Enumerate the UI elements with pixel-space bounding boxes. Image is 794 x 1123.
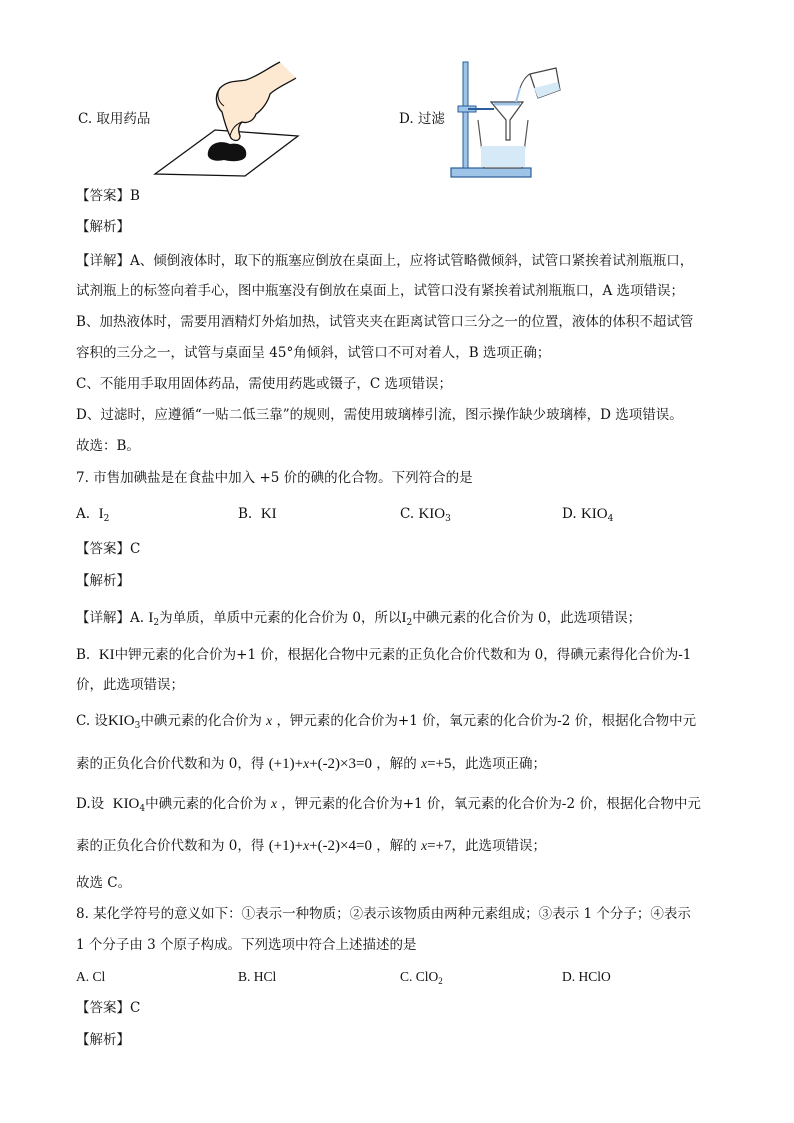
option-d-label: D. 过滤 bbox=[399, 111, 445, 127]
q6-answer: 【答案】B bbox=[76, 188, 140, 204]
q7-analysis-heading: 【解析】 bbox=[76, 573, 130, 589]
q6-detail-line: 容积的三分之一，试管与桌面呈 45°角倾斜，试管口不可对着人，B 选项正确； bbox=[76, 345, 551, 361]
q7-option-a: A. $I_2$ bbox=[76, 506, 110, 524]
q6-detail-line: C、不能用手取用固体药品，需使用药匙或镊子，C 选项错误； bbox=[76, 376, 452, 392]
q7-detail-d-line1: D.设 $KIO_4$中碘元素的化合价为 x ，钾元素的化合价为+1 价，氧元素的化合价为-2 价，根据化合物中元 bbox=[76, 796, 701, 814]
q7-stem: 7. 市售加碘盐是在食盐中加入 +5 价的碘的化合物。下列符合的是 bbox=[76, 470, 473, 486]
q7-conclusion: 故选 C。 bbox=[76, 875, 132, 891]
q6-detail-line: 试剂瓶上的标签向着手心，图中瓶塞没有倒放在桌面上，试管口没有紧挨着试剂瓶瓶口，A 选项错误； bbox=[76, 283, 685, 299]
q7-detail-a: 【详解】A. $I_2$为单质，单质中元素的化合价为 0，所以$I_2$中碘元素的化合价为 0，此选项错误； bbox=[76, 610, 642, 628]
q6-detail-line: B、加热液体时，需要用酒精灯外焰加热，试管夹夹在距离试管口三分之一的位置，液体的体积不超试管 bbox=[76, 314, 694, 330]
filtration-apparatus-illustration bbox=[448, 58, 576, 180]
q8-option-b: B. HCl bbox=[238, 969, 277, 984]
hand-taking-chemical-illustration bbox=[150, 58, 300, 178]
q7-detail-b-line2: 价，此选项错误； bbox=[76, 677, 184, 693]
q8-option-a: A. Cl bbox=[76, 969, 106, 984]
q6-analysis-heading: 【解析】 bbox=[76, 219, 130, 235]
q7-detail-d-line2: 素的正负化合价代数和为 0，得 (+1)+x+(-2)×4=0 ，解的 x=+7，此选项错误； bbox=[76, 838, 546, 854]
q8-analysis-heading: 【解析】 bbox=[76, 1032, 130, 1048]
q7-detail-c-line2: 素的正负化合价代数和为 0，得 (+1)+x+(-2)×3=0 ，解的 x=+5，此选项正确； bbox=[76, 756, 546, 772]
q8-stem-line1: 8. 某化学符号的意义如下：①表示一种物质；②表示该物质由两种元素组成；③表示 1 个分子；④表示 bbox=[76, 906, 691, 922]
q7-detail-c-line1: C. 设$KIO_3$中碘元素的化合价为 x ，钾元素的化合价为+1 价，氧元素的化合价为-2 价，根据化合物中元 bbox=[76, 713, 697, 731]
q7-detail-b-line1: B. KI中钾元素的化合价为+1 价，根据化合物中元素的正负化合价代数和为 0，得碘元素得化合价为-1 bbox=[76, 647, 692, 663]
q8-stem-line2: 1 个分子由 3 个原子构成。下列选项中符合上述描述的是 bbox=[76, 937, 417, 953]
q6-detail-line: D、过滤时，应遵循“一贴二低三靠”的规则，需使用玻璃棒引流，图示操作缺少玻璃棒，D 选项错误。 bbox=[76, 407, 683, 423]
q7-answer: 【答案】C bbox=[76, 541, 141, 557]
q8-option-d: D. HClO bbox=[562, 969, 611, 984]
q8-option-c: C. ClO$_2$ bbox=[400, 969, 443, 986]
q8-answer: 【答案】C bbox=[76, 1000, 141, 1016]
q6-conclusion: 故选：B。 bbox=[76, 438, 140, 454]
q7-option-d: D. $KIO_4$ bbox=[562, 506, 614, 524]
option-c-label: C. 取用药品 bbox=[78, 111, 151, 127]
q7-option-b: B. KI bbox=[238, 506, 277, 522]
q7-option-c: C. $KIO_3$ bbox=[400, 506, 451, 524]
q6-detail-line: 【详解】A、倾倒液体时，取下的瓶塞应倒放在桌面上，应将试管略微倾斜，试管口紧挨着试剂瓶瓶口， bbox=[76, 253, 694, 269]
